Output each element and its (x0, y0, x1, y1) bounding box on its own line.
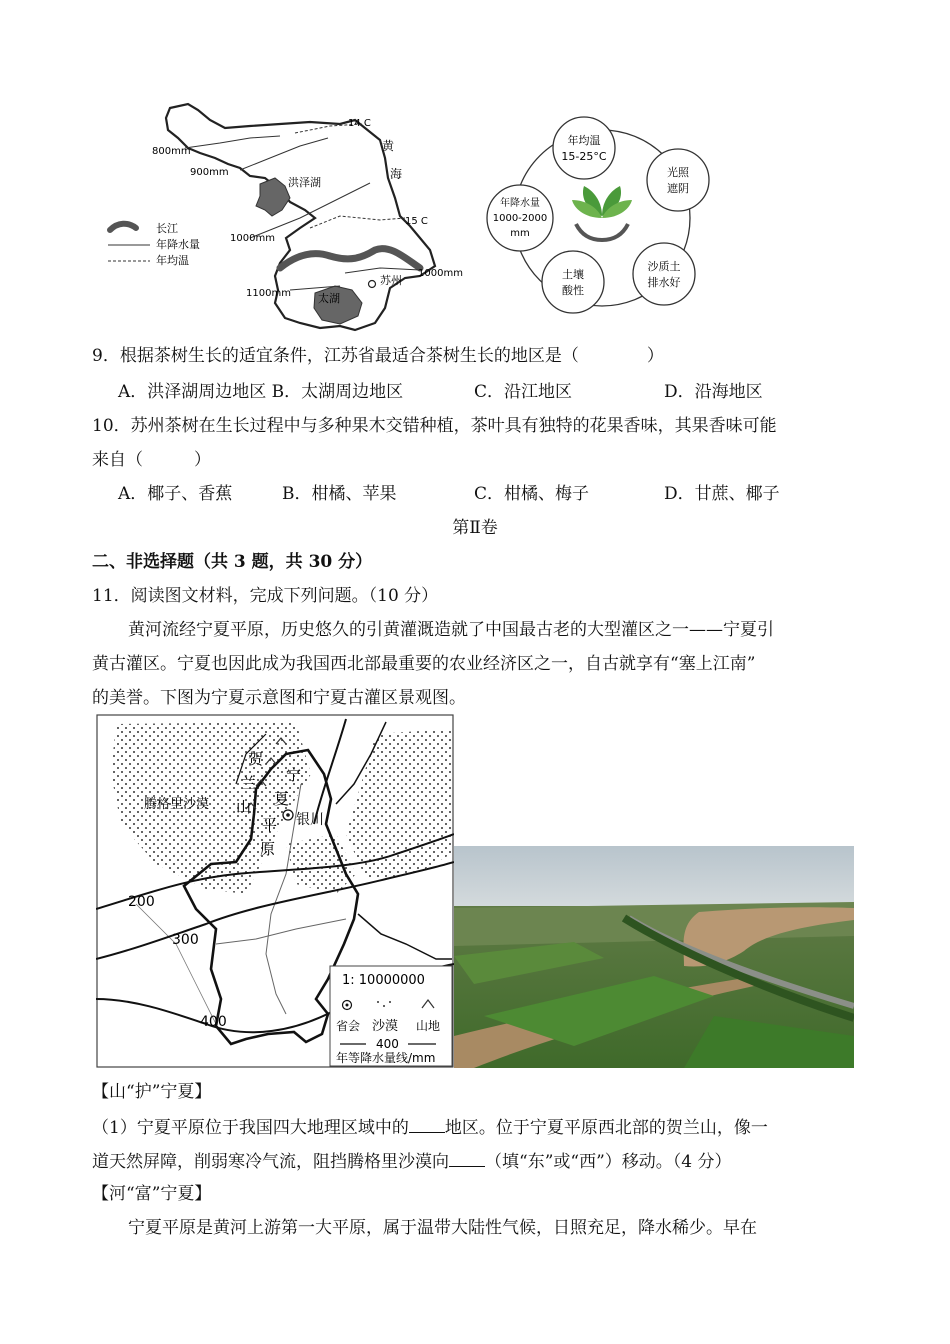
q10-option-d[interactable]: D．甘蔗、椰子 (664, 484, 780, 504)
node-sandy-soil (633, 243, 695, 305)
sub1-line1 (92, 1114, 768, 1140)
label-suzhou: 苏州 (380, 274, 402, 287)
rain-line3: mm (510, 228, 530, 239)
label-yuan: 原 (260, 840, 276, 858)
q9-option-c[interactable]: C．沿江地区 (474, 382, 573, 402)
legend-yangtze-swatch (110, 224, 136, 230)
label-ning: 宁 (286, 766, 302, 784)
tea-conditions-diagram (484, 114, 714, 318)
sub1-line1-a: （1）宁夏平原位于我国四大地理区域中的 (92, 1118, 409, 1138)
node-light (647, 149, 709, 211)
label-p300: 300 (172, 932, 199, 948)
q10-option-a[interactable]: A．椰子、香蕉 (118, 484, 233, 504)
legend-desert: 沙漠 (372, 1019, 399, 1034)
sub1-line1-b: 地区。位于宁夏平原西北部的贺兰山，像一 (444, 1118, 768, 1138)
q10-option-c[interactable]: C．柑橘、梅子 (474, 484, 590, 504)
precip-isoline-1000b (345, 268, 420, 273)
label-lan: 兰 (241, 774, 257, 792)
sub1-line2-b: （填“东”或“西”）移动。（4 分） (485, 1152, 732, 1172)
legend-scale: 1: 10000000 (342, 973, 425, 988)
yinchuan-capital-dot (286, 813, 290, 817)
section-two-heading: 二、非选择题（共 3 题，共 30 分） (92, 552, 373, 572)
q11-stem: 11．阅读图文材料，完成下列问题。（10 分） (92, 586, 439, 606)
label-iso15: 15 C (405, 216, 428, 227)
legend-iso-value: 400 (376, 1037, 399, 1051)
label-yinchuan: 银川 (296, 812, 324, 828)
label-iso14: 14 C (348, 118, 371, 129)
sub1-line2 (92, 1148, 731, 1174)
answer-blank-region[interactable] (409, 1114, 445, 1133)
soil-line2: 酸性 (562, 284, 584, 297)
legend-yangtze: 长江 (156, 222, 178, 235)
label-p400: 400 (200, 1014, 227, 1030)
irrigation-landscape-photo (454, 846, 854, 1068)
q9-stem: 9．根据茶树生长的适宜条件，江苏省最适合茶树生长的地区是（ ） (92, 346, 664, 366)
label-huang: 黄 (382, 139, 395, 153)
ningxia-map (96, 714, 454, 1068)
rain-line2: 1000-2000 (492, 213, 548, 224)
legend-capital-dot (346, 1004, 349, 1007)
part-two-heading: 第Ⅱ卷 (452, 518, 498, 538)
label-mm800: 800mm (152, 146, 191, 157)
label-hongze: 洪泽湖 (288, 176, 321, 189)
temp-isoline-15 (310, 216, 405, 228)
tea-leaf-icon (572, 186, 632, 240)
precip-isoline-800 (185, 136, 280, 148)
label-xia: 夏 (274, 790, 290, 808)
jiangsu-outline (166, 104, 435, 330)
sub1-line2-a: 道天然屏障，削弱寒冷气流，阻挡腾格里沙漠向 (92, 1152, 449, 1172)
sub2-title: 【河“富”宁夏】 (92, 1184, 212, 1204)
q9-option-d[interactable]: D．沿海地区 (664, 382, 763, 402)
q10-option-b[interactable]: B．柑橘、苹果 (282, 484, 397, 504)
jiangsu-map (100, 98, 480, 338)
sand-line1: 沙质土 (647, 260, 681, 273)
label-mm1000a: 1000mm (230, 233, 275, 244)
legend-temp: 年均温 (156, 254, 189, 267)
q11-para-line2: 黄古灌区。宁夏也因此成为我国西北部最重要的农业经济区之一，自古就享有“塞上江南” (92, 654, 756, 674)
answer-blank-direction[interactable] (449, 1148, 485, 1167)
legend-capital: 省会 (336, 1019, 361, 1033)
sub1-title: 【山“护”宁夏】 (92, 1082, 212, 1102)
label-p200: 200 (128, 894, 155, 910)
q11-para-line3: 的美誉。下图为宁夏示意图和宁夏古灌区景观图。 (92, 688, 466, 708)
node-soil-acidity (542, 251, 604, 313)
hongze-lake-shape (256, 178, 290, 216)
yangtze-river (280, 249, 420, 268)
q9-option-a[interactable]: A．洪泽湖周边地区 B．太湖周边地区 (118, 382, 404, 402)
light-line1: 光照 (667, 166, 689, 179)
legend-mountain: 山地 (416, 1019, 441, 1033)
q10-stem-line2: 来自（ ） (92, 450, 211, 470)
q11-para-line1: 黄河流经宁夏平原，历史悠久的引黄灌溉造就了中国最古老的大型灌区之一——宁夏引 (128, 620, 774, 640)
q10-stem-line1: 10．苏州茶树在生长过程中与多种果木交错种植，茶叶具有独特的花果香味，其果香味可能 (92, 416, 777, 436)
legend-iso-label: 年等降水量线/mm (336, 1051, 436, 1065)
label-ping: 平 (262, 816, 278, 834)
sand-line2: 排水好 (647, 276, 681, 289)
rain-line1: 年降水量 (500, 198, 540, 209)
light-line2: 遮阴 (667, 182, 689, 195)
label-taihu: 太湖 (318, 292, 340, 305)
legend-precip: 年降水量 (156, 238, 200, 251)
soil-line1: 土壤 (562, 268, 584, 281)
label-mm1000b: 1000mm (418, 268, 463, 279)
label-he: 贺 (248, 750, 264, 768)
label-desert: 腾格里沙漠 (144, 797, 210, 812)
temp-line1: 年均温 (567, 134, 601, 147)
temp-line2: 15-25°C (561, 150, 607, 163)
suzhou-marker (369, 281, 376, 288)
label-mm1100: 1100mm (246, 288, 291, 299)
node-temperature (553, 117, 615, 179)
label-mm900: 900mm (190, 167, 229, 178)
precip-isoline-900 (240, 138, 328, 170)
label-hai: 海 (390, 167, 403, 181)
sub2-para: 宁夏平原是黄河上游第一大平原，属于温带大陆性气候，日照充足，降水稀少。早在 (128, 1218, 757, 1238)
label-shan: 山 (236, 798, 252, 816)
